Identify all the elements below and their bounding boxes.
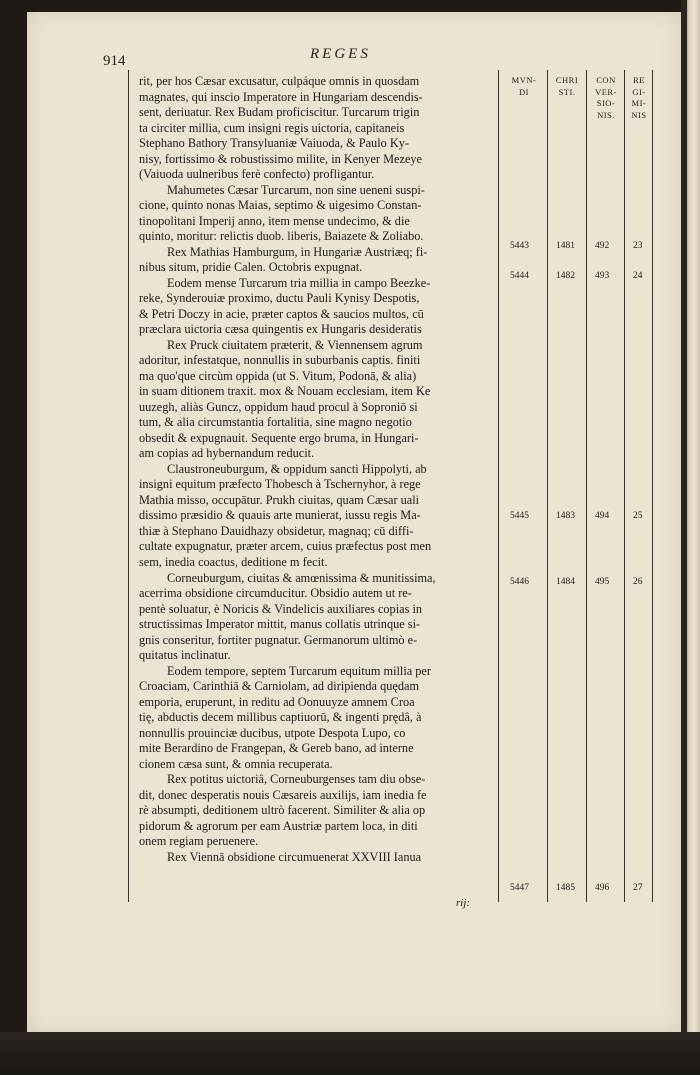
text-line: tinopolitani Imperij anno, item mense undecimo, & die xyxy=(139,213,410,228)
text-line: dit, donec desperatis nouis Cæsareis auxilijs, iam inedia fe xyxy=(139,787,427,802)
year-mundi: 5445 xyxy=(510,511,529,521)
text-line: reke, Synderouiæ proximo, ductu Pauli Kynisy Despotis, xyxy=(139,291,420,306)
rule-col-1 xyxy=(547,70,548,902)
year-mundi: 5443 xyxy=(510,241,529,251)
page-number: 914 xyxy=(103,53,126,69)
background-shadow xyxy=(0,1032,700,1075)
text-line: Rex potitus uictoriâ, Corneuburgenses tam diu obse- xyxy=(167,772,426,787)
text-line: sent, deriuatur. Rex Budam proficiscitur. Turcarum trigin xyxy=(139,105,420,120)
rule-text-right xyxy=(498,70,499,902)
text-line: Corneuburgum, ciuitas & amœnissima & munitissima, xyxy=(167,570,436,585)
text-line: Claustroneuburgum, & oppidum sancti Hippolyti, ab xyxy=(167,461,427,476)
text-line: nonnullis prouinciæ ducibus, utpote Despota Lupo, co xyxy=(139,725,406,740)
text-line: am copias ad hybernandum reducit. xyxy=(139,446,315,461)
rule-col-3 xyxy=(624,70,625,902)
year-mundi: 5444 xyxy=(510,271,529,281)
year-regiminis: 26 xyxy=(633,577,643,587)
page-gutter-shadow xyxy=(681,0,687,1075)
year-christi: 1485 xyxy=(556,883,575,893)
text-line: Eodem mense Turcarum tria millia in campo Beezke- xyxy=(167,275,431,290)
text-line: obsedit & expugnauit. Sequente ergo bruma, in Hungari- xyxy=(139,430,419,445)
text-line: cionem cæsa sunt, & omnia recuperata. xyxy=(139,756,333,771)
year-christi: 1484 xyxy=(556,577,575,587)
text-line: pentè soluatur, è Noricis & Vindelicis auxiliares copias in xyxy=(139,601,423,616)
rule-col-4 xyxy=(652,70,653,902)
year-christi: 1483 xyxy=(556,511,575,521)
text-line: cultate expugnatur, præter arcem, cuius præfectus post men xyxy=(139,539,432,554)
text-line: acerrima obsidione circumducitur. Obsidio autem ut re- xyxy=(139,586,412,601)
year-regiminis: 27 xyxy=(633,883,643,893)
year-regiminis: 23 xyxy=(633,241,643,251)
text-line: & Petri Doczy in acie, præter captos & saucios multos, cū xyxy=(139,306,424,321)
text-line: dissimo præsidio & quauis arte munierat, iussu regis Ma- xyxy=(139,508,421,523)
year-regiminis: 24 xyxy=(633,271,643,281)
text-line: Mathia misso, occupātur. Prukh ciuitas, quam Cæsar uali xyxy=(139,492,420,507)
text-line: quinto, moritur: relictis duob. liberis, Baiazete & Zoliabo. xyxy=(139,229,424,244)
year-conversionis: 492 xyxy=(595,241,610,251)
text-line: sem, inedia coactus, deditione m fecit. xyxy=(139,554,328,569)
text-line: Eodem tempore, septem Turcarum equitum millia per xyxy=(167,663,431,678)
column-header-mundi: MVN- DI xyxy=(511,75,537,97)
text-line: præclara uictoria cæsa quingentis ex Hungaris desideratis xyxy=(139,322,422,337)
text-line: ma quo'que circùm oppida (ut S. Vitum, Podonā, & alia) xyxy=(139,368,417,383)
year-conversionis: 495 xyxy=(595,577,610,587)
year-conversionis: 493 xyxy=(595,271,610,281)
catchword: rij: xyxy=(456,897,471,909)
text-line: insigni equitum præfecto Thobesch à Tschernyhor, à rege xyxy=(139,477,421,492)
year-christi: 1482 xyxy=(556,271,575,281)
text-line: ta circiter millia, cum insigni regis uictoria, capitaneis xyxy=(139,120,405,135)
column-header-conversionis: CON VER- SIO- NIS. xyxy=(595,75,617,120)
rule-left xyxy=(128,70,129,902)
text-line: quitatus inclinatur. xyxy=(139,648,231,663)
rule-col-2 xyxy=(586,70,587,902)
year-conversionis: 496 xyxy=(595,883,610,893)
column-header-christi: CHRI STI. xyxy=(555,75,579,97)
text-line: Rex Viennā obsidione circumuenerat XXVIII Ianua xyxy=(167,849,422,864)
running-head: REGES xyxy=(310,46,371,62)
text-line: Mahumetes Cæsar Turcarum, non sine ueneni suspi- xyxy=(167,182,425,197)
text-line: magnates, qui inscio Imperatore in Hungariam descendis- xyxy=(139,89,423,104)
text-line: thiæ à Stephano Dauidhazy obsidetur, magnaq; cū diffi- xyxy=(139,523,414,538)
text-line: Stephano Bathory Transyluaniæ Vaiuoda, & Paulo Ky- xyxy=(139,136,409,151)
text-line: in suam ditionem traxit. mox & Nouam ecclesiam, item Ke xyxy=(139,384,431,399)
text-line: Croaciam, Carinthiā & Carniolam, ad diripienda quędam xyxy=(139,679,420,694)
text-line: cione, quinto nonas Maias, septimo & uigesimo Constan- xyxy=(139,198,422,213)
text-line: Rex Mathias Hamburgum, in Hungariæ Austriæq; fi- xyxy=(167,244,428,259)
text-line: onem regiam peruenere. xyxy=(139,834,259,849)
text-line: tię, abductis decem millibus captiuorū, & ingenti prędâ, à xyxy=(139,710,422,725)
text-line: nibus situm, pridie Calen. Octobris expugnat. xyxy=(139,260,363,275)
text-line: nisy, fortissimo & robustissimo milite, in Kenyer Mezeye xyxy=(139,151,423,166)
year-mundi: 5447 xyxy=(510,883,529,893)
text-line: gnis conseritur, fortiter pugnatur. Germanorum ultimò e- xyxy=(139,632,418,647)
text-line: mite Berardino de Frangepan, & Gereb bano, ad interne xyxy=(139,741,414,756)
text-line: rè absumpti, deditionem ultrò facerent. Similiter & alia op xyxy=(139,803,426,818)
column-header-regiminis: RE GI- MI- NIS xyxy=(631,75,647,120)
year-regiminis: 25 xyxy=(633,511,643,521)
year-mundi: 5446 xyxy=(510,577,529,587)
text-line: pidorum & agrorum per eam Austriæ partem loca, in diti xyxy=(139,818,418,833)
text-line: (Vaiuoda uulneribus ferè confecto) profligantur. xyxy=(139,167,375,182)
text-line: uuzegh, aliàs Guncz, oppidum haud procul à Soproniō si xyxy=(139,399,418,414)
text-line: emporia, eruperunt, in reditu ad Oonuuyze amnem Croa xyxy=(139,694,415,709)
year-christi: 1481 xyxy=(556,241,575,251)
year-conversionis: 494 xyxy=(595,511,610,521)
text-line: structissimas Imperator mittit, manus collatis utrinque si- xyxy=(139,617,421,632)
text-line: Rex Pruck ciuitatem præterit, & Viennensem agrum xyxy=(167,337,423,352)
text-line: tum, & alia circumstantia fortalitia, sine magno negotio xyxy=(139,415,412,430)
main-text-block xyxy=(139,74,491,865)
text-line: rit, per hos Cæsar excusatur, culpáque omnis in quosdam xyxy=(139,74,420,88)
text-line: adoritur, infestatque, nonnullis in suburbanis captis. finiti xyxy=(139,353,421,368)
